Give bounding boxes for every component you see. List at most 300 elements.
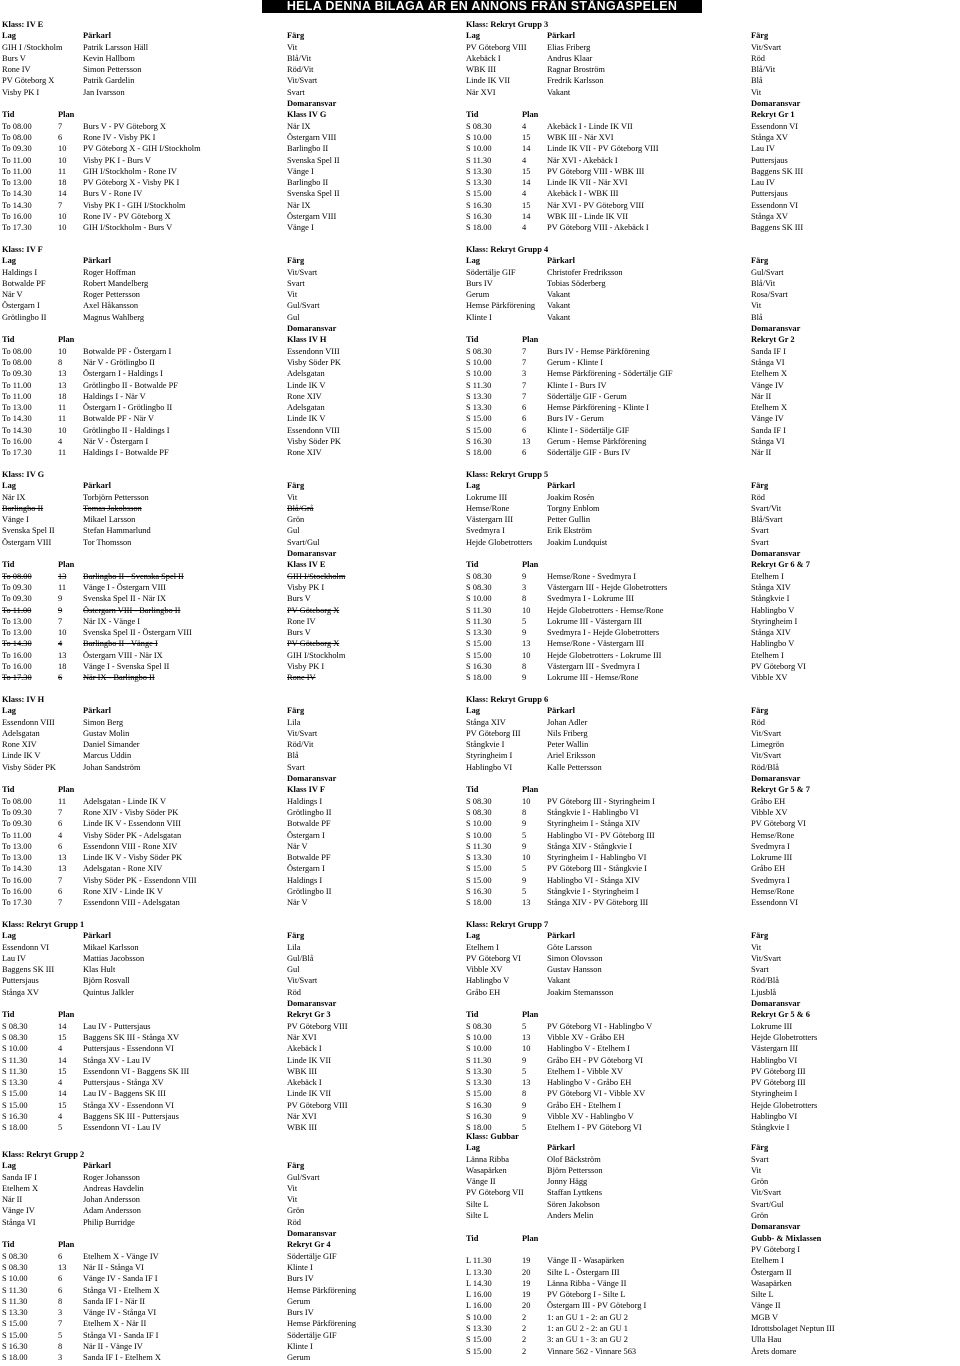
game-row-cell: 5: [522, 864, 527, 874]
game-row-cell: S 08.30: [2, 1021, 28, 1031]
game-row-cell: När II - Vänge IV: [83, 1342, 143, 1352]
game-header-cell: Tid: [466, 335, 479, 345]
game-row-cell: Etelhem I: [751, 571, 784, 581]
game-row: [466, 593, 934, 604]
game-row-cell: 10: [522, 1044, 531, 1054]
game-row-cell: 5: [58, 1330, 63, 1340]
game-row: [2, 605, 470, 616]
team-row: [2, 492, 470, 503]
game-row-cell: Haldings I - När V: [83, 391, 146, 401]
game-header-cell: Plan: [522, 560, 539, 570]
team-row-cell: Staffan Lyttkens: [547, 1188, 602, 1198]
game-row-cell: 11: [58, 166, 67, 176]
game-row-cell: L 14.30: [466, 1278, 492, 1288]
game-row-cell: Hemse Pärkförening: [287, 1285, 357, 1295]
team-header-cell: Lag: [2, 31, 16, 41]
game-row-cell: Östergarn VIII: [287, 132, 337, 142]
team-header-cell: Färg: [287, 1161, 305, 1171]
game-row-cell: När V: [287, 841, 308, 851]
game-row: [2, 582, 470, 593]
team-row: [2, 750, 470, 761]
team-row: [2, 300, 470, 311]
game-header-cell: Rekryt Gr 3: [287, 1010, 331, 1020]
team-row-cell: Hemse Pärkförening: [466, 301, 536, 311]
game-row-cell: Essendonn VIII - Adelsgatan: [83, 898, 180, 908]
team-header: [466, 30, 934, 41]
team-row-cell: Styringheim I: [466, 751, 513, 761]
game-row-cell: Hemse Pärkförening - Södertälje GIF: [547, 369, 673, 379]
team-row: [466, 942, 934, 953]
team-header: [466, 480, 934, 491]
team-header-cell: Lag: [466, 1143, 480, 1153]
game-row-cell: S 18.00: [466, 898, 492, 908]
game-row-cell: Lau IV - Baggens SK III: [83, 1089, 166, 1099]
team-row-cell: Nils Friberg: [547, 728, 588, 738]
team-header-cell: Pärkarl: [547, 1143, 575, 1153]
game-row-cell: Vänge IV - Stånga VI: [83, 1308, 157, 1318]
team-row: [2, 762, 470, 773]
section-title: [466, 469, 934, 480]
team-row-cell: Vit/Svart: [287, 728, 318, 738]
team-row-cell: Vit/Svart: [751, 1188, 782, 1198]
team-row-cell: Vakant: [547, 976, 571, 986]
game-row: [466, 121, 934, 132]
team-row: [466, 492, 934, 503]
team-header: [2, 30, 470, 41]
team-row-cell: Vit/Svart: [287, 267, 318, 277]
game-header-cell: Tid: [2, 1240, 15, 1250]
game-row: [466, 1066, 934, 1077]
game-row-cell: Stånga XIV: [751, 582, 791, 592]
game-row-cell: 9: [522, 1112, 527, 1122]
game-row: [466, 447, 934, 458]
team-row: [466, 728, 934, 739]
game-row-cell: To 09.30: [2, 144, 32, 154]
game-row-cell: 7: [58, 898, 63, 908]
game-row-cell: Burs IV: [287, 1274, 314, 1284]
team-row: [466, 750, 934, 761]
domaransvar-label-cell: Domaransvar: [287, 999, 337, 1009]
game-row-cell: Hemse/Rone - Svedmyra I: [547, 571, 637, 581]
team-row: [466, 42, 934, 53]
game-row-cell: 13: [58, 650, 67, 660]
team-row-cell: Essendonn VIII: [2, 717, 55, 727]
game-row-cell: 8: [522, 807, 527, 817]
game-row-cell: To 13.00: [2, 178, 32, 188]
team-row-cell: PV Göteborg VI: [466, 953, 521, 963]
team-header-cell: Färg: [287, 931, 305, 941]
team-row-cell: Erik Ekström: [547, 526, 592, 536]
game-row-cell: To 11.00: [2, 830, 32, 840]
game-row: [466, 661, 934, 672]
game-header-cell: Plan: [522, 110, 539, 120]
team-row-cell: Adelsgatan: [2, 728, 40, 738]
game-header-cell: Tid: [466, 785, 479, 795]
game-row-cell: 4: [522, 155, 527, 165]
team-row-cell: Wasapärken: [466, 1165, 507, 1175]
domaransvar-label: [2, 323, 470, 334]
game-row-cell: To 16.00: [2, 662, 32, 672]
game-row-cell: Linde IK VII - PV Göteborg VIII: [547, 144, 659, 154]
class-section: [2, 694, 470, 909]
game-row-cell: S 18.00: [466, 448, 492, 458]
game-row-cell: Essendonn VI - Baggens SK III: [83, 1066, 190, 1076]
game-row-cell: To 08.00: [2, 132, 32, 142]
game-row-cell: Länna Ribba - Vänge II: [547, 1278, 627, 1288]
team-row-cell: Linde IK VII: [466, 76, 511, 86]
game-row-cell: Vibble XV - Hablingbo V: [547, 1112, 634, 1122]
team-row-cell: PV Göteborg VIII: [466, 42, 527, 52]
game-row-cell: 13: [58, 571, 67, 581]
team-row-cell: Vit: [287, 1195, 298, 1205]
game-header-cell: Tid: [2, 1010, 15, 1020]
team-row-cell: Mikael Larsson: [83, 515, 136, 525]
game-row: [466, 852, 934, 863]
game-row: [466, 897, 934, 908]
game-row-cell: Baggens SK III - Stånga XV: [83, 1032, 180, 1042]
team-row: [466, 75, 934, 86]
game-row-cell: 13: [522, 898, 531, 908]
game-row-cell: Västergarn III: [751, 1044, 799, 1054]
game-row-cell: Akebäck I: [287, 1078, 322, 1088]
team-row-cell: Johan Andersson: [83, 1195, 140, 1205]
team-row: [2, 975, 470, 986]
team-row-cell: Johan Adler: [547, 717, 588, 727]
game-row-cell: 7: [58, 121, 63, 131]
team-header-cell: Pärkarl: [547, 481, 575, 491]
game-row-cell: 10: [522, 650, 531, 660]
game-row: [466, 1088, 934, 1099]
game-row-cell: S 15.00: [466, 650, 492, 660]
game-header-cell: Plan: [58, 785, 75, 795]
team-row-cell: Gråbo EH: [466, 987, 501, 997]
team-row-cell: Göte Larsson: [547, 942, 592, 952]
game-header-cell: Klass IV E: [287, 560, 326, 570]
game-row: [2, 402, 470, 413]
game-row-cell: Hablingbo V - Etelhem I: [547, 1044, 630, 1054]
game-row-cell: Lokrume III: [751, 1021, 793, 1031]
game-row-cell: S 10.00: [2, 1044, 28, 1054]
game-row-cell: GIH I/Stockholm: [287, 571, 346, 581]
game-row-cell: S 13.30: [2, 1078, 28, 1088]
game-row-cell: Silte L: [751, 1290, 774, 1300]
game-row-cell: Klinte I - Burs IV: [547, 380, 607, 390]
game-row-cell: Gråbo EH: [751, 796, 786, 806]
team-row-cell: Mattias Jacobsson: [83, 953, 145, 963]
team-row: [466, 278, 934, 289]
game-row-cell: Rone XIV: [287, 391, 322, 401]
domaransvar-label-cell: Domaransvar: [751, 999, 801, 1009]
game-row: [2, 1032, 470, 1043]
game-row-cell: 10: [58, 155, 67, 165]
game-row-cell: 6: [522, 403, 527, 413]
team-row: [2, 267, 470, 278]
domaransvar-label-cell: Domaransvar: [751, 774, 801, 784]
game-row: [2, 1262, 470, 1273]
game-row-cell: To 11.00: [2, 155, 32, 165]
team-row-cell: Vakant: [547, 312, 571, 322]
game-row: [466, 436, 934, 447]
game-row-cell: Essendonn VI: [751, 200, 799, 210]
domaransvar-label: [2, 773, 470, 784]
section-title-cell: Klass: IV E: [2, 20, 44, 29]
team-row-cell: Gerum: [466, 290, 490, 300]
section-title-cell: Klass: IV H: [2, 695, 45, 704]
game-row-cell: När V: [287, 898, 308, 908]
game-header-cell: Plan: [522, 1010, 539, 1020]
team-header-cell: Lag: [2, 256, 16, 266]
game-row-cell: 14: [522, 212, 531, 222]
game-row-cell: Gerum - Hemse Pärkförening: [547, 437, 647, 447]
team-row-cell: Vit/Svart: [751, 953, 782, 963]
game-row-cell: Akebäck I: [287, 1044, 322, 1054]
team-header-cell: Färg: [751, 256, 769, 266]
game-header-cell: Rekryt Gr 6 & 7: [751, 560, 810, 570]
team-row-cell: Patrik Gardelin: [83, 76, 135, 86]
game-row-cell: 4: [522, 189, 527, 199]
game-row-cell: Stånga XIV: [751, 628, 791, 638]
game-row-cell: 9: [58, 605, 63, 615]
team-header: [466, 1142, 934, 1153]
game-row: [466, 1346, 934, 1357]
game-row-cell: To 16.00: [2, 887, 32, 897]
game-row-cell: 15: [522, 132, 531, 142]
game-row-cell: S 18.00: [466, 223, 492, 233]
game-row-cell: S 18.00: [466, 1123, 492, 1133]
domaransvar-label: [466, 998, 934, 1009]
game-row-cell: Adelsgatan: [287, 369, 325, 379]
team-row: [2, 953, 470, 964]
game-row-cell: S 10.00: [466, 1312, 492, 1322]
team-header-cell: Färg: [287, 481, 305, 491]
game-row-cell: PV Göteborg X: [287, 605, 340, 615]
team-row: [466, 987, 934, 998]
section-title: [2, 1149, 470, 1160]
game-row-cell: S 16.30: [466, 887, 492, 897]
game-row-cell: Grötlingbo II - Botwalde PF: [83, 380, 178, 390]
team-row: [466, 1187, 934, 1198]
section-title-cell: Klass: Rekryt Grupp 1: [2, 920, 85, 929]
game-row-cell: Hablingbo V: [751, 639, 795, 649]
game-row-cell: Hemse/Rone: [751, 830, 795, 840]
game-row-cell: Burs V: [287, 628, 311, 638]
team-row-cell: Vit: [287, 42, 298, 52]
game-row-cell: 5: [522, 887, 527, 897]
game-row: [2, 1021, 470, 1032]
game-row-cell: 15: [58, 1066, 67, 1076]
game-header: [466, 334, 934, 345]
domaransvar-label: [2, 998, 470, 1009]
domaransvar-label-cell: Domaransvar: [751, 99, 801, 109]
team-row-cell: Christofer Fredriksson: [547, 267, 623, 277]
game-row: [2, 391, 470, 402]
game-row-cell: 9: [522, 841, 527, 851]
team-row-cell: Gul/Svart: [287, 1172, 320, 1182]
game-row: [2, 188, 470, 199]
game-row-cell: När XVI - Akebäck I: [547, 155, 618, 165]
section-title-cell: Klass: IV F: [2, 245, 43, 254]
game-row-cell: 13: [58, 369, 67, 379]
game-row-cell: 15: [58, 1032, 67, 1042]
game-row-cell: 11: [58, 414, 67, 424]
team-row-cell: Patrik Larsson Häll: [83, 42, 149, 52]
game-row-cell: Gråbo EH: [751, 864, 786, 874]
game-row-cell: Essendonn VIII: [287, 346, 340, 356]
game-row-cell: Svedmyra I: [751, 841, 790, 851]
game-row-cell: Hablingbo VI - Stånga XIV: [547, 875, 640, 885]
game-row-cell: 3: [522, 369, 527, 379]
game-row-cell: 10: [522, 853, 531, 863]
team-row-cell: Blå: [751, 312, 763, 322]
game-row-cell: Botwalde PF - När V: [83, 414, 155, 424]
game-row-cell: Östergarn II: [751, 1267, 792, 1277]
team-row-cell: Röd: [751, 492, 765, 502]
game-row-cell: Baggens SK III: [751, 166, 804, 176]
game-row-cell: 6: [522, 448, 527, 458]
team-row-cell: Rosa/Svart: [751, 290, 788, 300]
section-title: [466, 1131, 934, 1142]
game-row-cell: 9: [522, 875, 527, 885]
game-row-cell: Vänge IV - Sanda IF I: [83, 1274, 158, 1284]
team-row-cell: Jan Ivarsson: [83, 87, 125, 97]
game-row-cell: S 18.00: [466, 673, 492, 683]
team-row-cell: Svart: [287, 762, 305, 772]
game-row-cell: GIH I/Stockholm - Burs V: [83, 223, 173, 233]
game-row-cell: 4: [522, 223, 527, 233]
team-row-cell: Vit/Svart: [751, 728, 782, 738]
team-row-cell: Södertälje GIF: [466, 267, 516, 277]
game-row-cell: PV Göteborg X: [287, 639, 340, 649]
team-row: [2, 53, 470, 64]
game-row-cell: PV Göteborg VI: [751, 662, 806, 672]
team-row-cell: Robert Mandelberg: [83, 278, 149, 288]
team-row: [466, 267, 934, 278]
game-row-cell: Västergarn III - Svedmyra I: [547, 662, 640, 672]
game-row-cell: S 10.00: [466, 1044, 492, 1054]
game-row-cell: S 10.00: [2, 1274, 28, 1284]
section-title-cell: Klass: Rekryt Grupp 2: [2, 1150, 85, 1159]
game-row: [2, 121, 470, 132]
team-row-cell: Blå: [751, 76, 763, 86]
game-row: [466, 796, 934, 807]
game-row-cell: Puttersjaus - Stånga XV: [83, 1078, 164, 1088]
game-row-cell: Gerum: [287, 1296, 311, 1306]
team-row-cell: WBK III: [466, 65, 496, 75]
game-row-cell: S 10.00: [466, 819, 492, 829]
team-row-cell: Tor Thomsson: [83, 537, 132, 547]
team-row-cell: När XVI: [466, 87, 496, 97]
game-row-cell: 6: [58, 887, 63, 897]
game-row-cell: 20: [522, 1267, 531, 1277]
game-row-cell: Årets domare: [751, 1346, 797, 1356]
game-row-cell: Södertälje GIF: [287, 1330, 337, 1340]
team-row-cell: Svart: [287, 278, 305, 288]
game-row-cell: Idrottsbolaget Neptun III: [751, 1324, 835, 1334]
team-header-cell: Lag: [466, 931, 480, 941]
game-row-cell: Haldings I - Botwalde PF: [83, 448, 169, 458]
game-row: [2, 368, 470, 379]
game-row: [466, 616, 934, 627]
game-header: [2, 109, 470, 120]
game-row-cell: Burs V: [287, 594, 311, 604]
game-row-cell: S 15.00: [466, 1335, 492, 1345]
game-row-cell: Hablingbo V: [751, 605, 795, 615]
game-row-cell: Svedmyra I - Lokrume III: [547, 594, 634, 604]
game-row-cell: Styringheim I: [751, 1089, 798, 1099]
game-row-cell: 8: [522, 1089, 527, 1099]
team-row-cell: Lila: [287, 717, 301, 727]
game-row-cell: S 16.30: [2, 1342, 28, 1352]
game-header-cell: Plan: [522, 335, 539, 345]
game-row: [2, 1296, 470, 1307]
game-row-cell: S 08.30: [466, 346, 492, 356]
game-row-cell: 2: [522, 1346, 527, 1356]
game-row-cell: PV Göteborg VI - Vibble XV: [547, 1089, 646, 1099]
game-row-cell: Stångkvie I: [751, 594, 790, 604]
game-row: [2, 1111, 470, 1122]
game-row-cell: Stångkvie I: [751, 1123, 790, 1133]
game-row-cell: 10: [58, 628, 67, 638]
game-row: [2, 650, 470, 661]
game-row: [2, 1352, 470, 1363]
game-row-cell: 6: [522, 414, 527, 424]
game-row-cell: 19: [522, 1256, 531, 1266]
game-header-cell: Klass IV G: [287, 110, 327, 120]
game-row-cell: 13: [58, 380, 67, 390]
game-row-cell: Etelhem X: [751, 403, 788, 413]
game-row-cell: PV Göteborg III: [751, 1066, 806, 1076]
game-row-cell: 15: [58, 1100, 67, 1110]
game-row: [2, 616, 470, 627]
domaransvar-label: [2, 1228, 470, 1239]
game-row-cell: To 09.30: [2, 819, 32, 829]
game-row-cell: Svenska Spel II - Östergarn VIII: [83, 628, 192, 638]
team-row-cell: Vibble XV: [466, 965, 503, 975]
game-row-cell: Puttersjaus: [751, 155, 788, 165]
game-row-cell: 13: [522, 1032, 531, 1042]
game-row-cell: Burs IV: [287, 1308, 314, 1318]
domaransvar-label-cell: Domaransvar: [287, 324, 337, 334]
domaransvar-label-cell: Domaransvar: [287, 549, 337, 559]
game-row-cell: Rone IV: [287, 673, 316, 683]
game-row-cell: S 11.30: [466, 380, 492, 390]
game-row-cell: Östergarn I - Haldings I: [83, 369, 163, 379]
game-row-cell: Visby Söder PK: [287, 357, 341, 367]
team-row-cell: Röd/Blå: [751, 976, 779, 986]
game-row-cell: To 09.30: [2, 582, 32, 592]
team-row-cell: Lokrume III: [466, 492, 508, 502]
game-row: [466, 132, 934, 143]
game-row: [2, 841, 470, 852]
game-header-cell: Plan: [58, 560, 75, 570]
game-row-cell: Rone XIV - Linde IK V: [83, 887, 163, 897]
game-row-cell: Vänge II: [751, 1301, 781, 1311]
game-row-cell: S 13.30: [466, 1324, 492, 1334]
team-row: [2, 942, 470, 953]
game-row-cell: S 10.00: [466, 369, 492, 379]
team-header: [2, 705, 470, 716]
team-row-cell: Svart/Gul: [751, 1199, 784, 1209]
game-header: [2, 1009, 470, 1020]
game-row-cell: 9: [522, 571, 527, 581]
team-row: [466, 1165, 934, 1176]
game-header-cell: Klass IV H: [287, 335, 327, 345]
game-row: [2, 200, 470, 211]
game-row: [466, 605, 934, 616]
game-row: [466, 402, 934, 413]
team-header-cell: Färg: [751, 31, 769, 41]
team-row-cell: Philip Burridge: [83, 1217, 135, 1227]
